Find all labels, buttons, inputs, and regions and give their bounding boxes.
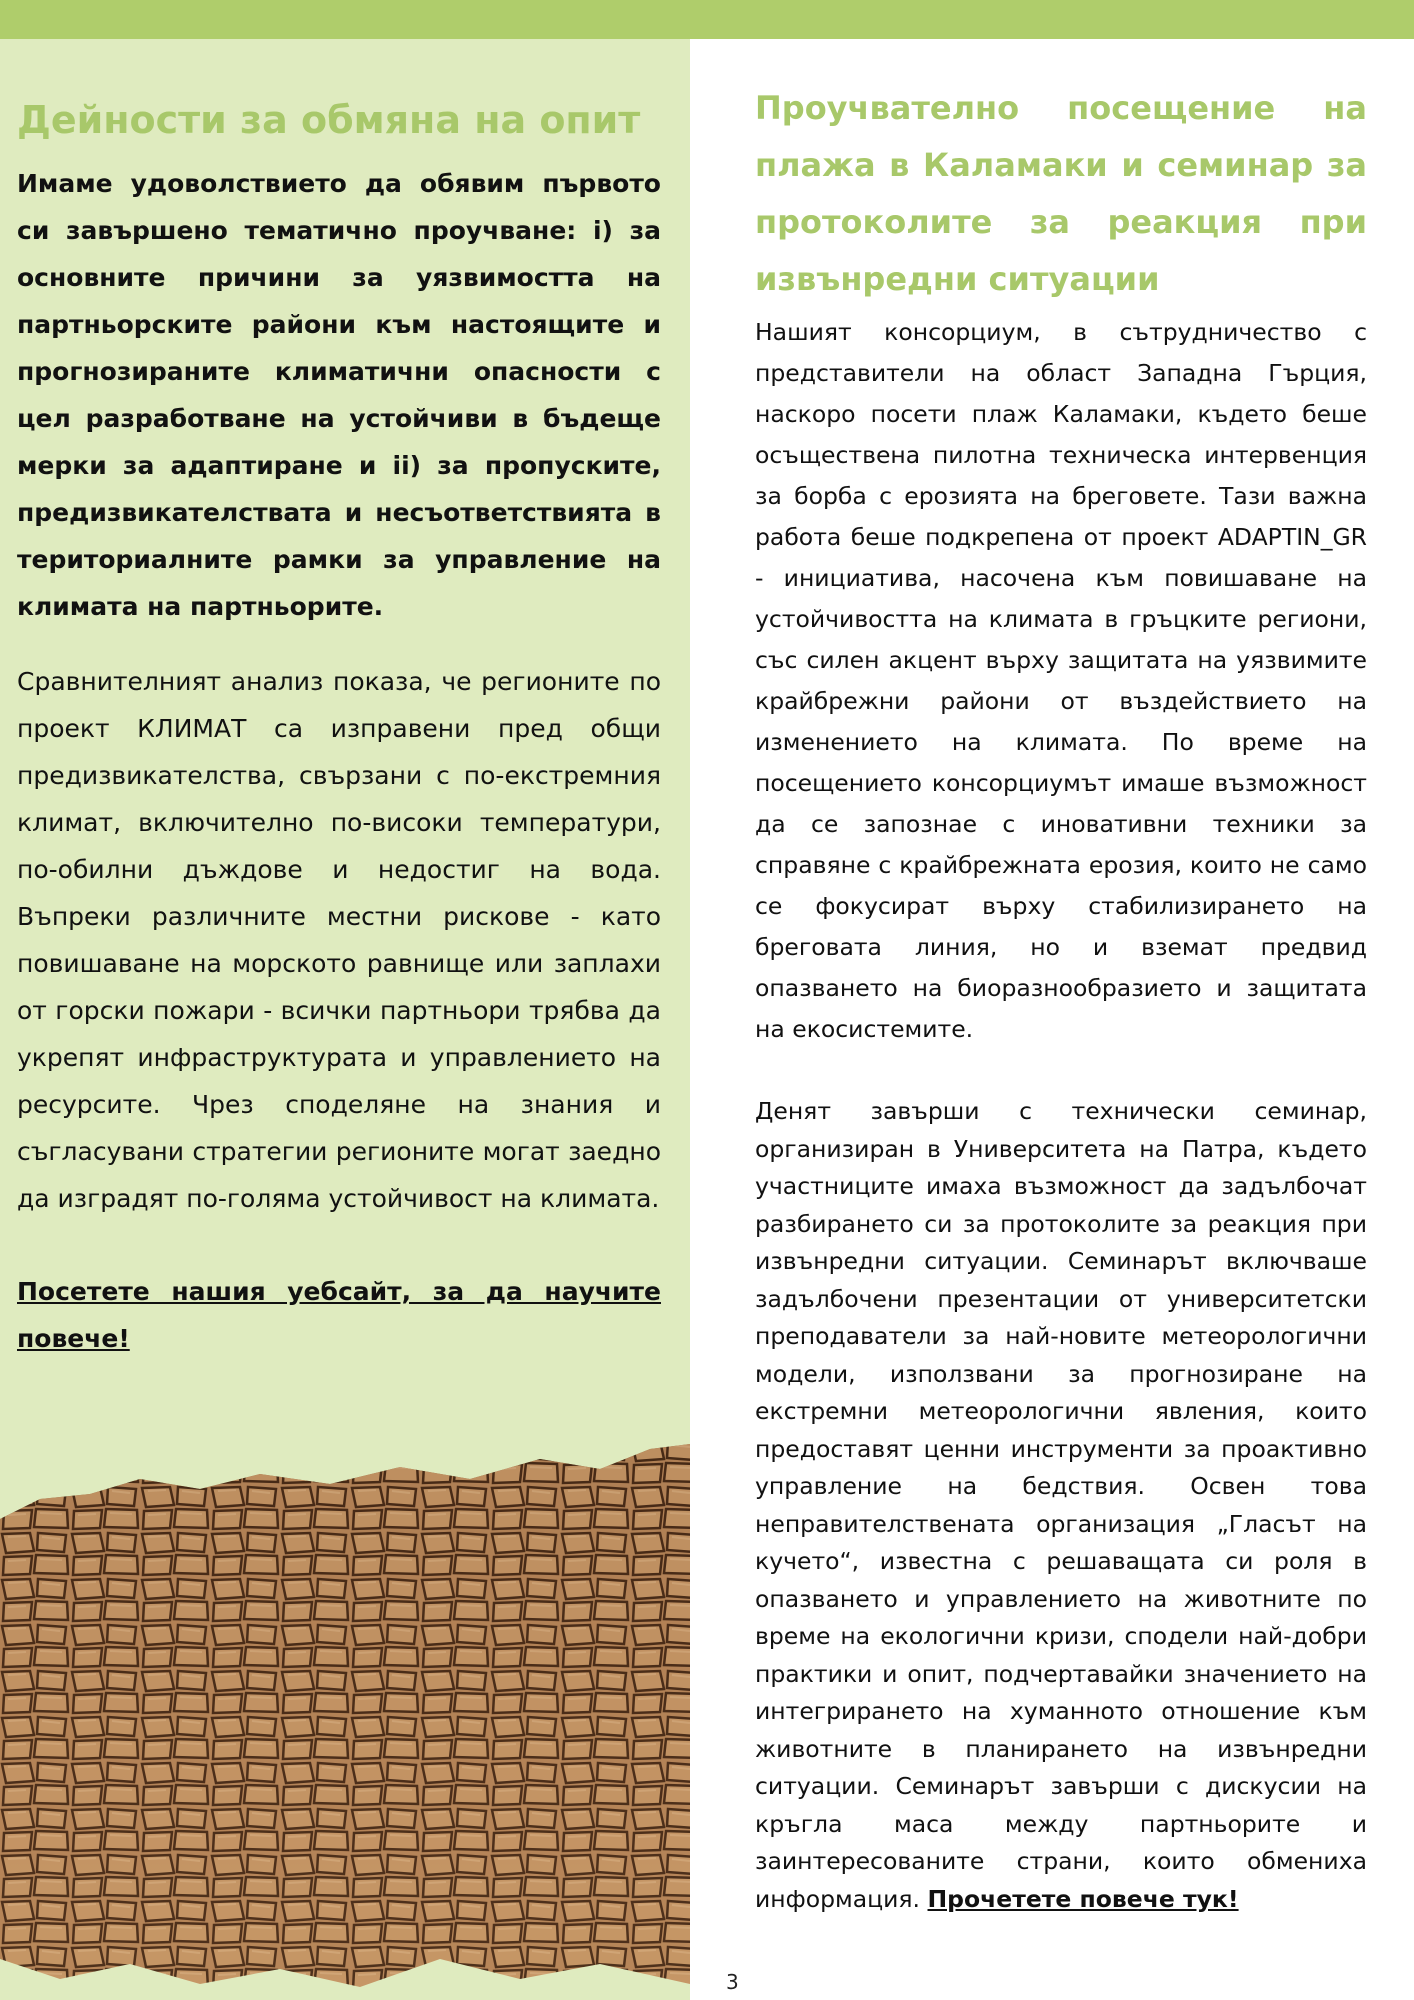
- seminar-paragraph: [755, 1093, 1367, 1918]
- read-more-link[interactable]: Прочетете повече тук!: [927, 1884, 1239, 1913]
- left-panel: [0, 39, 690, 2000]
- left-heading: Дейности за обмяна на опит: [17, 98, 641, 142]
- cracked-earth-image: [0, 1439, 690, 2000]
- right-heading: Проучвателно посещение на плажа в Каламаки и семинар за протоколите за реакция при извънредни ситуации: [755, 89, 1367, 298]
- left-column: [17, 98, 661, 1362]
- seminar-text: Денят завърши с технически семинар, организиран в Университета на Патра, където участниците имаха възможност да задълбочат разбирането си за протоколите за реакция при извънредни ситуации. Семинарът включваше задълбочени презентации от университетски преподаватели за най-новите метеорологични модели, използвани за прогнозиране на екстремни метеорологични явления, които предоставят ценни инструменти за проактивно управление на бедствия. Освен това неправителствената организация „Гласът на кучето“, известна с решаващата си роля в опазването и управлението на животните по време на екологични кризи, сподели най-добри практики и опит, подчертавайки значението на интегрирането на хуманното отношение към животните в планирането на извънредни ситуации. Семинарът завърши с дискусии на кръгла маса между партньорите и заинтересованите страни, които обмениха информация.: [755, 1097, 1367, 1913]
- intro-paragraph: Имаме удоволствието да обявим първото си завършено тематично проучване: i) за основните причини за уязвимостта на партньорските райони към настоящите и прогнозираните климатични опасности с цел разработване на устойчиви в бъдеще мерки за адаптиране и ii) за пропуските, предизвикателствата и несъответствията в териториалните рамки за управление на климата на партньорите.: [17, 168, 661, 621]
- visit-website-link[interactable]: Посетете нашия уебсайт, за да научите повече!: [17, 1276, 661, 1353]
- right-column: [755, 80, 1367, 1918]
- top-accent-bar: [0, 0, 1414, 39]
- visit-paragraph: Нашият консорциум, в сътрудничество с представители на област Западна Гърция, наскоро посети плаж Каламаки, където беше осъществена пилотна техническа интервенция за борба с ерозията на бреговете. Тази важна работа беше подкрепена от проект ADAPTIN_GR - инициатива, насочена към повишаване на устойчивостта на климата в гръцките региони, със силен акцент върху защитата на уязвимите крайбрежни райони от въздействието на изменението на климата. По време на посещението консорциумът имаше възможност да се запознае с иновативни техники за справяне с крайбрежната ерозия, които не само се фокусират върху стабилизирането на бреговата линия, но и вземат предвид опазването на биоразнообразието и защитата на екосистемите.: [755, 318, 1367, 1043]
- page-number: 3: [726, 1970, 739, 1994]
- analysis-paragraph: Сравнителният анализ показа, че регионите по проект КЛИМАТ са изправени пред общи предизвикателства, свързани с по-екстремния климат, включително по-високи температури, по-обилни дъждове и недостиг на вода. Въпреки различните местни рискове - като повишаване на морското равнище или заплахи от горски пожари - всички партньори трябва да укрепят инфраструктурата и управлението на ресурсите. Чрез споделяне на знания и съгласувани стратегии регионите могат заедно да изградят по-голяма устойчивост на климата.: [17, 666, 661, 1213]
